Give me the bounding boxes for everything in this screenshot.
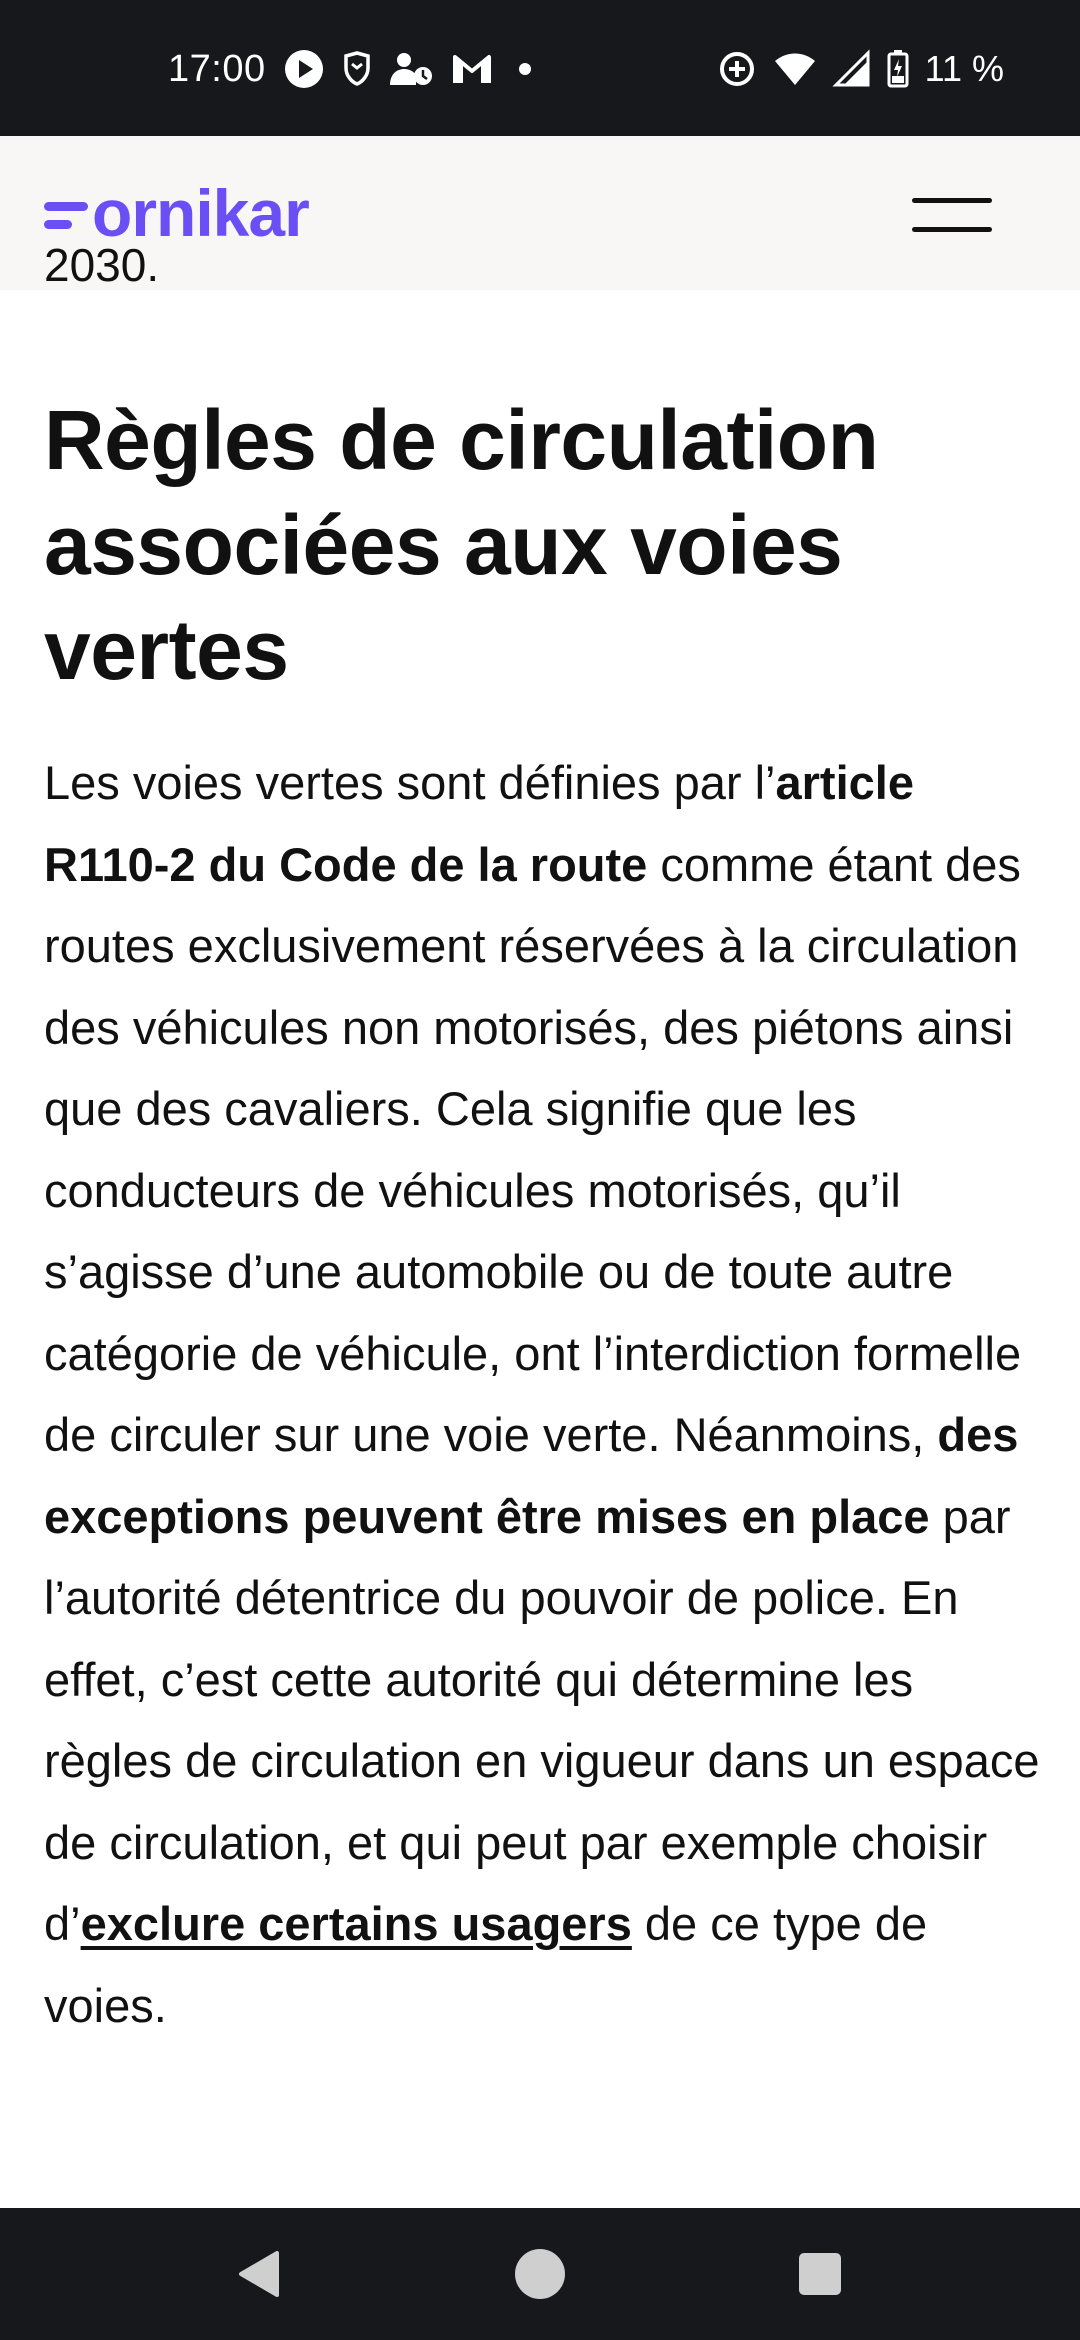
status-right-group xyxy=(717,44,1004,94)
section-heading: Règles de circulation associées aux voies vertes xyxy=(44,393,879,697)
paragraph-bold-1: article R110-2 du Code de la route xyxy=(44,756,914,891)
hamburger-menu-icon[interactable] xyxy=(912,198,992,232)
previous-paragraph-tail: 2030. xyxy=(44,239,160,291)
paragraph-text-4: de ce type de voies. xyxy=(44,1897,928,2032)
article-paragraph xyxy=(44,742,1044,2046)
paragraph-bold-2: des exceptions peuvent être mises en place xyxy=(44,1408,1019,1543)
paragraph-text-3: par l’autorité détentrice du pouvoir de police. En effet, c’est cette autorité qui détermine les règles de circulation en vigueur dans un espace de circulation, et qui peut par exemple choisir d’ xyxy=(44,1489,1040,1950)
data-saver-icon xyxy=(717,49,757,89)
exclude-users-link[interactable]: exclure certains usagers xyxy=(80,1897,632,1950)
paragraph-text-1: Les voies vertes sont définies par l’ xyxy=(44,756,776,809)
logo-mark-icon xyxy=(44,202,88,229)
logo-text: ornikar xyxy=(92,176,309,250)
status-time: 17:00 xyxy=(168,47,266,90)
site-header xyxy=(0,136,1080,290)
home-circle-icon[interactable] xyxy=(480,2208,600,2340)
wifi-icon xyxy=(773,51,817,87)
article-content xyxy=(0,239,1080,2208)
system-navigation-bar xyxy=(0,2208,1080,2340)
battery-icon xyxy=(887,50,909,88)
gmail-icon xyxy=(452,53,492,85)
status-left-group xyxy=(168,44,540,94)
play-icon xyxy=(284,49,324,89)
back-triangle-icon[interactable] xyxy=(200,2208,320,2340)
status-bar xyxy=(0,0,1080,136)
shield-icon xyxy=(342,52,372,86)
dot-icon xyxy=(510,59,540,79)
paragraph-text-2: comme étant des routes exclusivement réservées à la circulation des véhicules non motorisés, des piétons ainsi que des cavaliers. Cela signifie que les conducteurs de véhicules motorisés, qu’il s’agisse d’une automobile ou de toute autre catégorie de véhicule, ont l’interdiction formelle de circuler sur une voie verte. Néanmoins, xyxy=(44,837,1022,1461)
battery-percentage: 11 % xyxy=(924,48,1004,89)
recents-square-icon[interactable] xyxy=(760,2208,880,2340)
person-clock-icon xyxy=(390,51,434,87)
signal-icon xyxy=(833,51,871,87)
